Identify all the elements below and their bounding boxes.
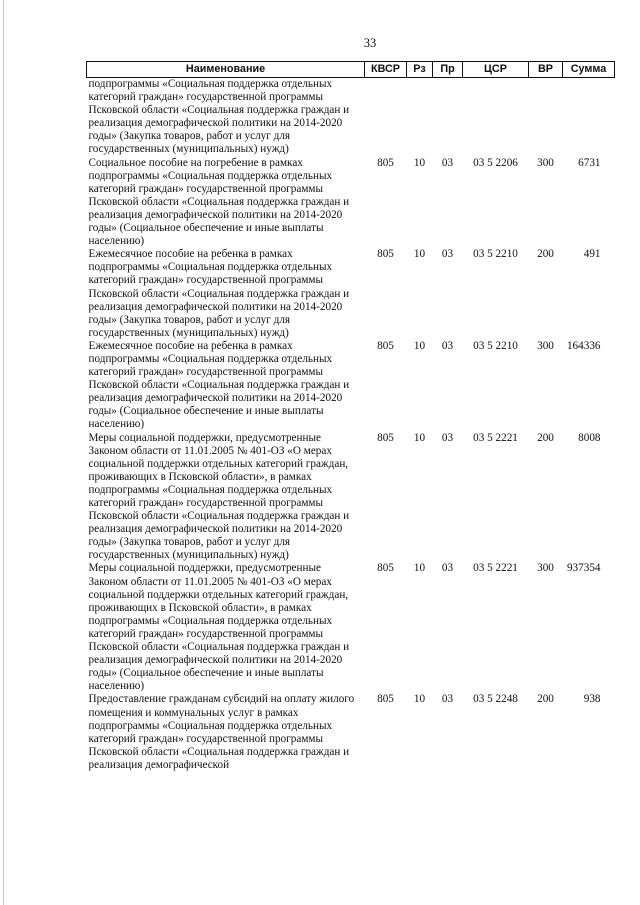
cell-csr: 03 5 2206 [473, 156, 518, 169]
cell-sum: 938 [583, 693, 601, 706]
cell-rz: 10 [413, 693, 426, 706]
cell-kvsr [365, 78, 407, 157]
cell-csr: 03 5 2221 [473, 431, 518, 444]
cell-sum: 6731 [578, 156, 601, 169]
header-vr: ВР [529, 62, 563, 78]
cell-sum: 491 [583, 248, 601, 261]
cell-name: Меры социальной поддержки, предусмотренные Законом области от 11.01.2005 № 401-ОЗ «О мерах социальной поддержки отдельных категорий граждан, проживающих в Псковской области», в рамках подпрограммы «Социальная поддержка отдельных категорий граждан» государственной программы Псковской области «Социальная поддержка граждан и реализация демографической политики на 2014-2020 годы» (Социальное обеспечение и иные выплаты населению) [88, 562, 350, 693]
cell-vr: 300 [537, 156, 554, 169]
page-number: 33 [363, 36, 377, 50]
header-pr: Пр [433, 62, 463, 78]
cell-pr: 03 [441, 339, 454, 352]
cell-kvsr: 805 [377, 431, 394, 444]
header-rz: Рз [407, 62, 433, 78]
cell-kvsr: 805 [377, 248, 394, 261]
cell-sum [563, 78, 615, 157]
cell-name: Предоставление гражданам субсидий на оплату жилого помещения и коммунальных услуг в рамках подпрограммы «Социальная поддержка отдельных категорий граждан» государственной программы Псковской области «Социальная поддержка граждан и реализация демографической [88, 693, 355, 771]
scan-edge-line [3, 0, 4, 905]
cell-rz: 10 [413, 339, 426, 352]
cell-sum: 8008 [578, 431, 601, 444]
table-row [87, 562, 615, 693]
cell-vr: 200 [537, 248, 554, 261]
cell-csr: 03 5 2210 [473, 339, 518, 352]
cell-csr: 03 5 2210 [473, 248, 518, 261]
table-row [87, 248, 615, 340]
cell-name: Ежемесячное пособие на ребенка в рамках подпрограммы «Социальная поддержка отдельных категорий граждан» государственной программы Псковской области «Социальная поддержка граждан и реализация демографической политики на 2014-2020 годы» (Социальное обеспечение и иные выплаты населению) [88, 339, 350, 431]
cell-rz: 10 [413, 431, 426, 444]
cell-vr [529, 78, 563, 157]
table-row [87, 78, 615, 157]
cell-vr: 300 [537, 339, 554, 352]
cell-csr: 03 5 2221 [473, 562, 518, 575]
header-kvsr: КВСР [365, 62, 407, 78]
cell-name: подпрограммы «Социальная поддержка отдельных категорий граждан» государственной программы Псковской области «Социальная поддержка граждан и реализация демографической политики на 2014-2020 годы» (Закупка товаров, работ и услуг для государственных (муниципальных) нужд) [88, 78, 350, 156]
header-csr: ЦСР [463, 62, 529, 78]
cell-pr: 03 [441, 562, 454, 575]
table-header-row [87, 62, 615, 78]
table-row [87, 432, 615, 563]
cell-rz: 10 [413, 156, 426, 169]
cell-name: Социальное пособие на погребение в рамках подпрограммы «Социальная поддержка отдельных категорий граждан» государственной программы Псковской области «Социальная поддержка граждан и реализация демографической политики на 2014-2020 годы» (Социальное обеспечение и иные выплаты населению) [88, 156, 350, 248]
cell-pr: 03 [441, 248, 454, 261]
cell-pr [433, 78, 463, 157]
cell-pr: 03 [441, 156, 454, 169]
cell-pr: 03 [441, 431, 454, 444]
cell-kvsr: 805 [377, 339, 394, 352]
cell-sum: 164336 [566, 339, 601, 352]
cell-kvsr: 805 [377, 562, 394, 575]
table-row [87, 693, 615, 772]
header-sum: Сумма [563, 62, 615, 78]
table-row [87, 157, 615, 249]
table-row [87, 340, 615, 432]
cell-csr [463, 78, 529, 157]
cell-vr: 200 [537, 431, 554, 444]
cell-kvsr: 805 [377, 693, 394, 706]
cell-rz [407, 78, 433, 157]
cell-csr: 03 5 2248 [473, 693, 518, 706]
header-name: Наименование [87, 62, 365, 78]
cell-name: Ежемесячное пособие на ребенка в рамках подпрограммы «Социальная поддержка отдельных категорий граждан» государственной программы Псковской области «Социальная поддержка граждан и реализация демографической политики на 2014-2020 годы» (Закупка товаров, работ и услуг для государственных (муниципальных) нужд) [88, 248, 350, 339]
cell-sum: 937354 [566, 562, 601, 575]
cell-pr: 03 [441, 693, 454, 706]
cell-rz: 10 [413, 562, 426, 575]
budget-table [86, 61, 615, 772]
cell-kvsr: 805 [377, 156, 394, 169]
cell-vr: 300 [537, 562, 554, 575]
cell-rz: 10 [413, 248, 426, 261]
cell-name: Меры социальной поддержки, предусмотренные Законом области от 11.01.2005 № 401-ОЗ «О мерах социальной поддержки отдельных категорий граждан, проживающих в Псковской области», в рамках подпрограммы «Социальная поддержка отдельных категорий граждан» государственной программы Псковской области «Социальная поддержка граждан и реализация демографической политики на 2014-2020 годы» (Закупка товаров, работ и услуг для государственных (муниципальных) нужд) [88, 431, 350, 562]
cell-vr: 200 [537, 693, 554, 706]
